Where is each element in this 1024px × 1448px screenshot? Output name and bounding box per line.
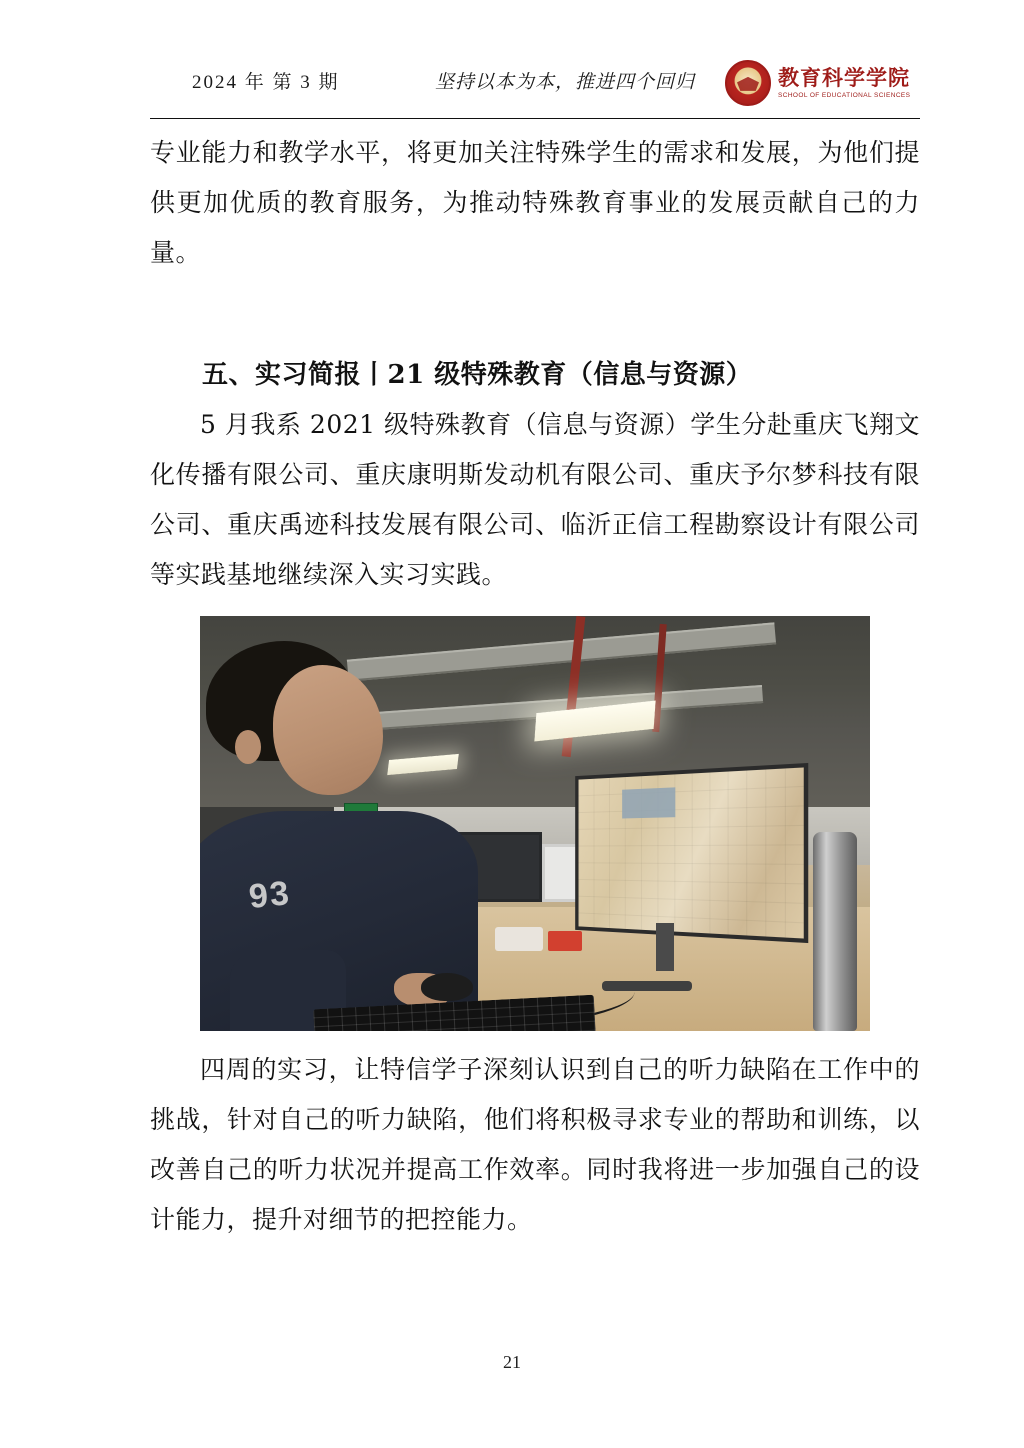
photo-thermos-bottle [813,832,857,1031]
page-content [150,128,920,1245]
photo-student [200,624,428,1031]
school-emblem-icon [725,60,771,106]
header-divider [150,118,920,119]
photo-main-monitor [575,762,808,942]
photo-jersey-number: 93 [247,874,293,917]
school-logo-text [778,66,910,99]
photo-student-face [273,665,383,795]
photo-student-ear [235,730,261,764]
photo-container [150,616,920,1031]
page-header [150,55,920,117]
spacer [150,278,920,350]
paragraph-reflection: 四周的实习，让特信学子深刻认识到自己的听力缺陷在工作中的挑战，针对自己的听力缺陷，他们将积极寻求专业的帮助和训练，以改善自己的听力状况并提高工作效率。同时我将进一步加强自己的设计能力，提升对细节的把控能力。 [150,1055,920,1234]
paragraph-continuation: 专业能力和教学水平，将更加关注特殊学生的需求和发展，为他们提供更加优质的教育服务，为推动特殊教育事业的发展贡献自己的力量。 [150,138,920,267]
header-slogan: 坚持以本为本，推进四个回归 [435,71,696,93]
issue-label: 2024 年 第 3 期 [192,72,340,93]
page-number: 21 [503,1352,521,1372]
paragraph-intro: 5 月我系 2021 级特殊教育（信息与资源）学生分赴重庆飞翔文化传播有限公司、重庆康明斯发动机有限公司、重庆予尔梦科技有限公司、重庆禹迹科技发展有限公司、临沂正信工程勘察设计有限公司等实践基地继续深入实习实践。 [150,410,920,589]
photo-red-box [548,931,582,951]
school-name-cn: 教育科学学院 [778,65,910,91]
school-name-en: SCHOOL OF EDUCATIONAL SCIENCES [778,92,911,100]
school-logo [725,55,920,111]
section-heading: 五、实习简报丨21 级特殊教育（信息与资源） [202,360,753,390]
photo-screen-mosaic [578,767,803,938]
internship-photo [200,616,870,1031]
photo-screen-mosaic-block [622,786,675,817]
photo-monitor-stand [656,923,674,971]
photo-tissue-box [495,927,543,951]
